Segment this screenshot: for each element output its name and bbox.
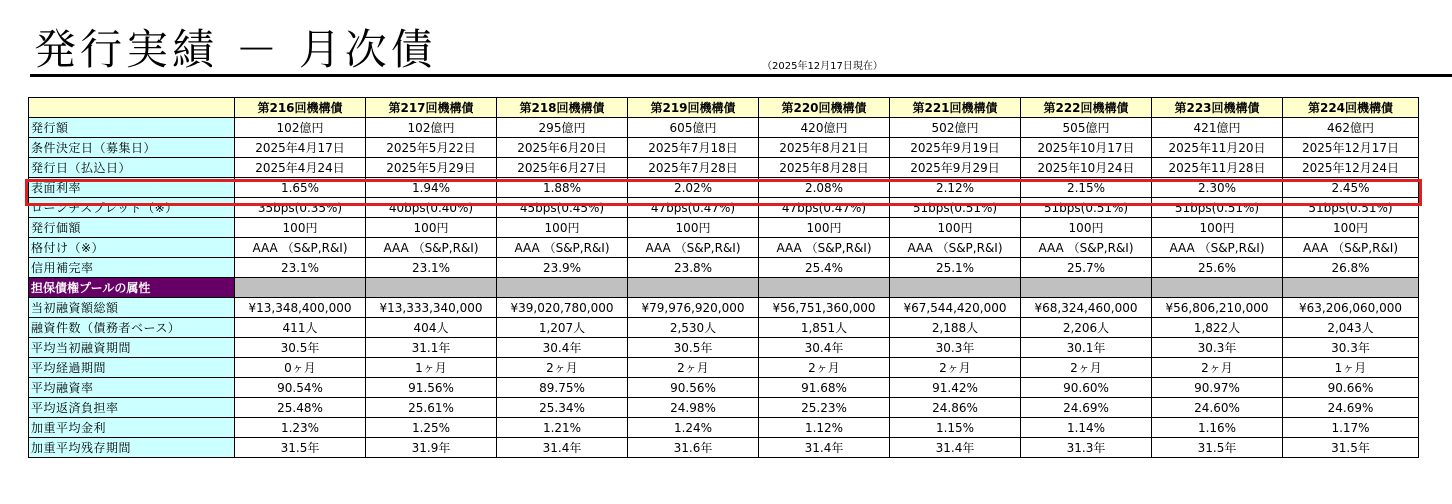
table-cell: 1.25%: [366, 418, 497, 438]
row-label: 当初融資額総額: [29, 298, 235, 318]
header-row: [29, 98, 1419, 118]
section-fill-cell: [1152, 278, 1283, 298]
as-of-date: （2025年12月17日現在）: [762, 61, 883, 72]
table-cell: 2025年5月29日: [366, 158, 497, 178]
table-cell: 25.7%: [1021, 258, 1152, 278]
table-cell: 30.3年: [890, 338, 1021, 358]
table-cell: 35bps(0.35%): [235, 198, 366, 218]
bond-row: [29, 218, 1419, 238]
table-cell: 45bps(0.45%): [497, 198, 628, 218]
column-header: 第224回機構債: [1283, 98, 1419, 118]
table-cell: 2025年11月20日: [1152, 138, 1283, 158]
table-cell: 1,822人: [1152, 318, 1283, 338]
table-cell: 51bps(0.51%): [1152, 198, 1283, 218]
section-fill-cell: [366, 278, 497, 298]
table-cell: ¥13,333,340,000: [366, 298, 497, 318]
column-header: 第217回機構債: [366, 98, 497, 118]
row-label: 信用補完率: [29, 258, 235, 278]
column-header: 第223回機構債: [1152, 98, 1283, 118]
pool-row: [29, 418, 1419, 438]
table-cell: 2,043人: [1283, 318, 1419, 338]
table-cell: AAA （S&P,R&I): [497, 238, 628, 258]
column-header: 第221回機構債: [890, 98, 1021, 118]
header-corner: [29, 98, 235, 118]
table-cell: 0ヶ月: [235, 358, 366, 378]
table-cell: 31.4年: [890, 438, 1021, 458]
table-cell: 23.1%: [235, 258, 366, 278]
table-cell: 2025年12月24日: [1283, 158, 1419, 178]
table-cell: ¥67,544,420,000: [890, 298, 1021, 318]
table-cell: 1.17%: [1283, 418, 1419, 438]
table-cell: 2025年8月21日: [759, 138, 890, 158]
table-cell: 51bps(0.51%): [890, 198, 1021, 218]
bond-row: [29, 238, 1419, 258]
column-header: 第222回機構債: [1021, 98, 1152, 118]
section-fill-cell: [497, 278, 628, 298]
table-cell: 31.5年: [235, 438, 366, 458]
column-header: 第220回機構債: [759, 98, 890, 118]
section-label: 担保債権プールの属性: [29, 278, 235, 298]
bond-row: [29, 178, 1419, 198]
table-cell: 31.6年: [628, 438, 759, 458]
table-cell: 23.9%: [497, 258, 628, 278]
section-fill-cell: [1021, 278, 1152, 298]
pool-row: [29, 438, 1419, 458]
row-label: 発行日（払込日）: [29, 158, 235, 178]
table-cell: 31.1年: [366, 338, 497, 358]
table-cell: 30.5年: [628, 338, 759, 358]
table-cell: 30.4年: [759, 338, 890, 358]
table-cell: 24.69%: [1283, 398, 1419, 418]
table-cell: 420億円: [759, 118, 890, 138]
table-cell: 2.08%: [759, 178, 890, 198]
table-cell: 23.8%: [628, 258, 759, 278]
table-cell: 2.15%: [1021, 178, 1152, 198]
table-cell: 2025年9月29日: [890, 158, 1021, 178]
table-cell: 2.45%: [1283, 178, 1419, 198]
table-cell: 1.21%: [497, 418, 628, 438]
table-cell: 102億円: [366, 118, 497, 138]
table-cell: 1ヶ月: [1283, 358, 1419, 378]
pool-row: [29, 358, 1419, 378]
bond-row: [29, 158, 1419, 178]
table-cell: 100円: [1283, 218, 1419, 238]
table-cell: 2025年5月22日: [366, 138, 497, 158]
section-header-row: [29, 278, 1419, 298]
column-header: 第216回機構債: [235, 98, 366, 118]
bond-row: [29, 118, 1419, 138]
table-cell: ¥56,751,360,000: [759, 298, 890, 318]
section-fill-cell: [1283, 278, 1419, 298]
table-cell: 47bps(0.47%): [759, 198, 890, 218]
table-cell: 1ヶ月: [366, 358, 497, 378]
table-cell: 31.9年: [366, 438, 497, 458]
table-cell: 51bps(0.51%): [1021, 198, 1152, 218]
table-cell: 25.23%: [759, 398, 890, 418]
table-cell: 2.02%: [628, 178, 759, 198]
table-cell: 2ヶ月: [1021, 358, 1152, 378]
table-cell: AAA （S&P,R&I): [628, 238, 759, 258]
table-cell: 2025年7月28日: [628, 158, 759, 178]
table-cell: 100円: [628, 218, 759, 238]
table-cell: 100円: [759, 218, 890, 238]
row-label: 融資件数（債務者ベース）: [29, 318, 235, 338]
table-cell: 421億円: [1152, 118, 1283, 138]
table-cell: 30.3年: [1283, 338, 1419, 358]
bond-row: [29, 198, 1419, 218]
table-cell: 2025年4月24日: [235, 158, 366, 178]
pool-row: [29, 318, 1419, 338]
section-fill-cell: [759, 278, 890, 298]
table-cell: 31.5年: [1283, 438, 1419, 458]
row-label: 発行価額: [29, 218, 235, 238]
table-cell: 30.3年: [1152, 338, 1283, 358]
table-cell: AAA （S&P,R&I): [1021, 238, 1152, 258]
row-label: 条件決定日（募集日）: [29, 138, 235, 158]
table-cell: 404人: [366, 318, 497, 338]
table-cell: 1.15%: [890, 418, 1021, 438]
table-cell: 100円: [235, 218, 366, 238]
row-label: 表面利率: [29, 178, 235, 198]
table-cell: 2,206人: [1021, 318, 1152, 338]
table-cell: 31.4年: [497, 438, 628, 458]
table-cell: 100円: [890, 218, 1021, 238]
row-label: 加重平均残存期間: [29, 438, 235, 458]
table-cell: AAA （S&P,R&I): [759, 238, 890, 258]
pool-rows: [29, 298, 1419, 458]
section-fill-cell: [890, 278, 1021, 298]
pool-row: [29, 298, 1419, 318]
table-cell: 90.56%: [628, 378, 759, 398]
row-label: 平均融資率: [29, 378, 235, 398]
table-cell: 91.56%: [366, 378, 497, 398]
table-cell: 31.4年: [759, 438, 890, 458]
table-cell: 24.98%: [628, 398, 759, 418]
table-cell: AAA （S&P,R&I): [1283, 238, 1419, 258]
table-cell: 25.34%: [497, 398, 628, 418]
table-cell: 24.60%: [1152, 398, 1283, 418]
table-cell: 1.16%: [1152, 418, 1283, 438]
row-label: 平均返済負担率: [29, 398, 235, 418]
table-cell: 90.97%: [1152, 378, 1283, 398]
pool-section: [29, 278, 1419, 298]
table-cell: 505億円: [1021, 118, 1152, 138]
table-cell: 30.1年: [1021, 338, 1152, 358]
table-cell: 102億円: [235, 118, 366, 138]
table-cell: 2025年4月17日: [235, 138, 366, 158]
row-label: 格付け（※）: [29, 238, 235, 258]
table-cell: 2025年10月17日: [1021, 138, 1152, 158]
table-cell: 31.5年: [1152, 438, 1283, 458]
table-cell: 2ヶ月: [1152, 358, 1283, 378]
table-cell: 2.12%: [890, 178, 1021, 198]
table-cell: 2ヶ月: [628, 358, 759, 378]
table-cell: AAA （S&P,R&I): [1152, 238, 1283, 258]
pool-row: [29, 338, 1419, 358]
table-cell: 2025年11月28日: [1152, 158, 1283, 178]
issuance-table: [28, 97, 1419, 458]
table-cell: 1.24%: [628, 418, 759, 438]
table-cell: 90.60%: [1021, 378, 1152, 398]
table-cell: ¥63,206,060,000: [1283, 298, 1419, 318]
table-cell: 100円: [1021, 218, 1152, 238]
table-cell: 502億円: [890, 118, 1021, 138]
table-cell: 2025年7月18日: [628, 138, 759, 158]
row-label: 発行額: [29, 118, 235, 138]
bond-row: [29, 138, 1419, 158]
table-cell: ¥39,020,780,000: [497, 298, 628, 318]
section-fill-cell: [628, 278, 759, 298]
table-cell: 2ヶ月: [890, 358, 1021, 378]
table-cell: 1,207人: [497, 318, 628, 338]
page-title: 発行実績 － 月次債: [34, 25, 437, 74]
table-cell: 24.86%: [890, 398, 1021, 418]
table-cell: 91.68%: [759, 378, 890, 398]
table-cell: 605億円: [628, 118, 759, 138]
table-cell: 90.54%: [235, 378, 366, 398]
title-underline: [30, 74, 1452, 77]
table-cell: 1.94%: [366, 178, 497, 198]
table-cell: 2,530人: [628, 318, 759, 338]
table-cell: 2025年12月17日: [1283, 138, 1419, 158]
table-cell: 2025年9月19日: [890, 138, 1021, 158]
table-cell: 90.66%: [1283, 378, 1419, 398]
table-cell: 30.4年: [497, 338, 628, 358]
table-cell: 31.3年: [1021, 438, 1152, 458]
bond-rows: [29, 118, 1419, 278]
table-cell: 25.61%: [366, 398, 497, 418]
table-cell: 51bps(0.51%): [1283, 198, 1419, 218]
bond-row: [29, 258, 1419, 278]
table-cell: 2025年10月24日: [1021, 158, 1152, 178]
table-cell: 24.69%: [1021, 398, 1152, 418]
table-cell: 26.8%: [1283, 258, 1419, 278]
column-header: 第219回機構債: [628, 98, 759, 118]
table-cell: 25.6%: [1152, 258, 1283, 278]
table-cell: 2025年8月28日: [759, 158, 890, 178]
table-cell: 100円: [366, 218, 497, 238]
table-cell: 2025年6月27日: [497, 158, 628, 178]
table-cell: ¥56,806,210,000: [1152, 298, 1283, 318]
table-cell: 100円: [1152, 218, 1283, 238]
table-cell: 23.1%: [366, 258, 497, 278]
table-cell: ¥13,348,400,000: [235, 298, 366, 318]
table-cell: 1.65%: [235, 178, 366, 198]
table-cell: 411人: [235, 318, 366, 338]
section-fill-cell: [235, 278, 366, 298]
pool-row: [29, 378, 1419, 398]
table-cell: AAA （S&P,R&I): [890, 238, 1021, 258]
table-cell: ¥68,324,460,000: [1021, 298, 1152, 318]
table-cell: 1,851人: [759, 318, 890, 338]
table-cell: 1.88%: [497, 178, 628, 198]
column-header: 第218回機構債: [497, 98, 628, 118]
table-cell: 462億円: [1283, 118, 1419, 138]
table-cell: 25.1%: [890, 258, 1021, 278]
row-label: 平均当初融資期間: [29, 338, 235, 358]
pool-row: [29, 398, 1419, 418]
table-cell: 2ヶ月: [497, 358, 628, 378]
table-cell: 2,188人: [890, 318, 1021, 338]
table-cell: 2025年6月20日: [497, 138, 628, 158]
table-cell: 30.5年: [235, 338, 366, 358]
table-cell: ¥79,976,920,000: [628, 298, 759, 318]
table-cell: 295億円: [497, 118, 628, 138]
table-cell: AAA （S&P,R&I): [366, 238, 497, 258]
row-label: ローンチスプレッド（※）: [29, 198, 235, 218]
table-cell: 40bps(0.40%): [366, 198, 497, 218]
table-cell: 91.42%: [890, 378, 1021, 398]
table-cell: 47bps(0.47%): [628, 198, 759, 218]
table-cell: AAA （S&P,R&I): [235, 238, 366, 258]
table-cell: 1.14%: [1021, 418, 1152, 438]
table-cell: 25.4%: [759, 258, 890, 278]
table-cell: 89.75%: [497, 378, 628, 398]
table-cell: 2.30%: [1152, 178, 1283, 198]
table-cell: 100円: [497, 218, 628, 238]
row-label: 平均経過期間: [29, 358, 235, 378]
table-cell: 2ヶ月: [759, 358, 890, 378]
table-cell: 25.48%: [235, 398, 366, 418]
table-cell: 1.12%: [759, 418, 890, 438]
row-label: 加重平均金利: [29, 418, 235, 438]
table-cell: 1.23%: [235, 418, 366, 438]
